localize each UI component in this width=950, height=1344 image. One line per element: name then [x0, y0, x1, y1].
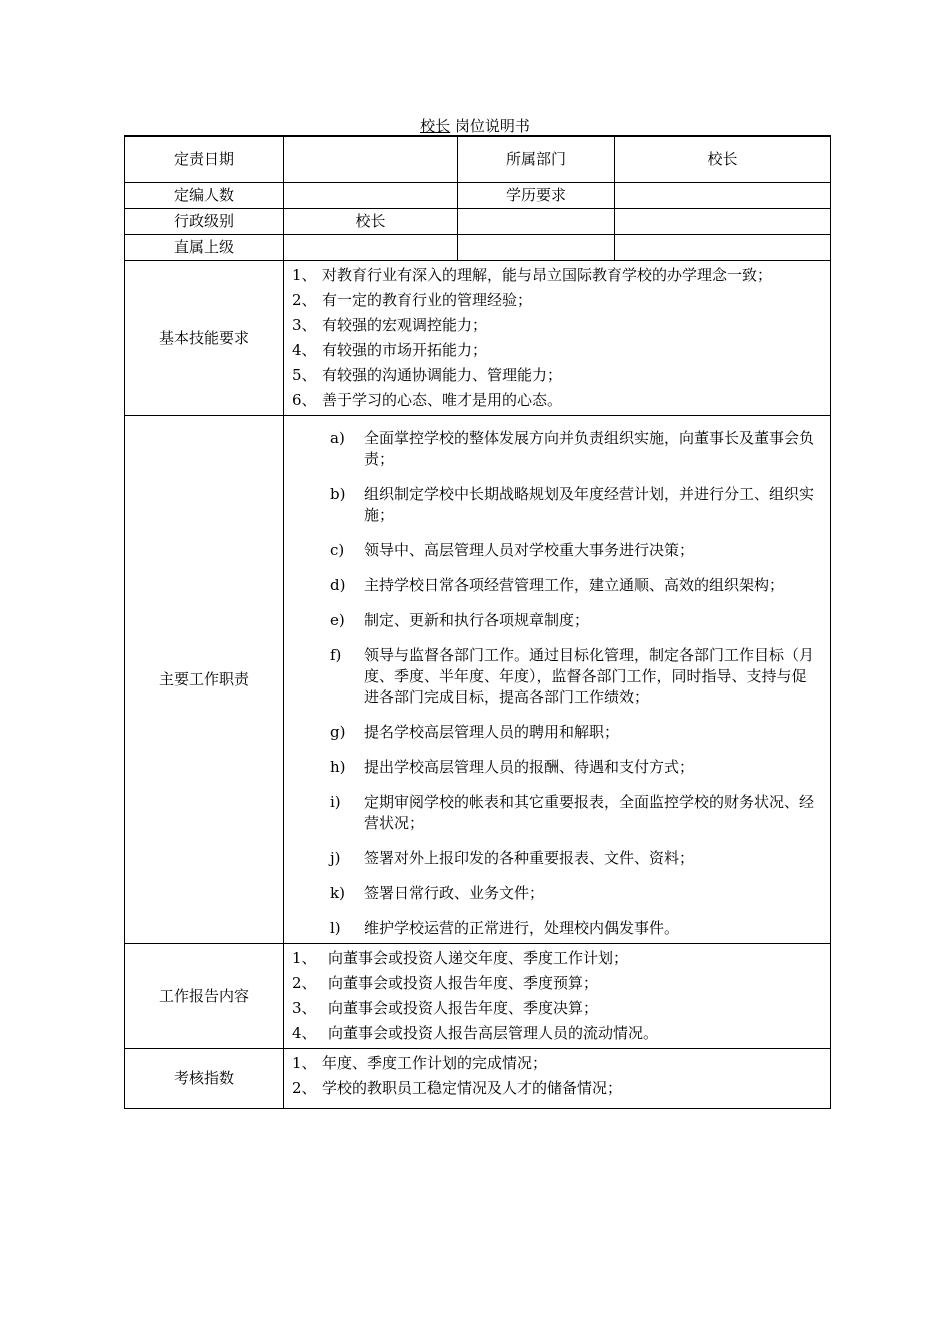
duties-item-number: g)	[330, 722, 346, 741]
kpi-item	[292, 1076, 830, 1101]
duties-item-number: i)	[330, 792, 341, 811]
admin-empty-2	[615, 208, 831, 234]
duties-item	[330, 757, 820, 778]
report-content	[284, 943, 831, 1048]
duties-item-text: 领导与监督各部门工作。通过目标化管理，制定各部门工作目标（月度、季度、半年度、年度），监督各部门工作，同时指导、支持与促进各部门完成目标，提高各部门工作绩效；	[364, 645, 815, 706]
duties-item	[330, 484, 820, 526]
duties-item-text: 制定、更新和执行各项规章制度；	[364, 610, 590, 629]
duties-item	[330, 540, 820, 561]
duties-item	[330, 883, 820, 904]
duties-item-number: b)	[330, 484, 346, 503]
report-item	[292, 1021, 830, 1046]
duties-item-number: k)	[330, 883, 345, 902]
superior-label: 直属上级	[125, 234, 284, 260]
skills-item-number: 1、	[292, 265, 317, 284]
duties-item	[330, 610, 820, 631]
duties-item-text: 提出学校高层管理人员的报酬、待遇和支付方式；	[364, 757, 695, 776]
duties-item-number: e)	[330, 610, 345, 629]
superior-value	[284, 234, 458, 260]
skills-item-text: 善于学习的心态、唯才是用的心态。	[322, 390, 563, 409]
edu-value	[615, 182, 831, 208]
report-item	[292, 996, 830, 1021]
skills-content	[284, 260, 831, 415]
duties-item-number: c)	[330, 540, 345, 559]
kpi-item-text: 学校的教职员工稳定情况及人才的储备情况；	[322, 1078, 623, 1097]
kpi-label: 考核指数	[125, 1048, 284, 1108]
duties-item	[330, 575, 820, 596]
duties-item-text: 签署日常行政、业务文件；	[364, 883, 545, 902]
report-item-number: 4、	[292, 1023, 317, 1042]
dept-label: 所属部门	[458, 136, 615, 182]
report-item-text: 向董事会或投资人报告年度、季度预算；	[328, 973, 599, 992]
duties-item-text: 全面掌控学校的整体发展方向并负责组织实施，向董事长及董事会负责；	[364, 428, 815, 468]
duties-item-number: h)	[330, 757, 346, 776]
kpi-list	[284, 1049, 830, 1103]
duties-item-text: 签署对外上报印发的各种重要报表、文件、资料；	[364, 848, 695, 867]
duties-item	[330, 645, 820, 708]
duties-item-text: 领导中、高层管理人员对学校重大事务进行决策；	[364, 540, 695, 559]
report-item	[292, 946, 830, 971]
duties-content	[284, 415, 831, 943]
report-item-text: 向董事会或投资人报告年度、季度决算；	[328, 998, 599, 1017]
date-label: 定责日期	[125, 136, 284, 182]
duties-item-number: l)	[330, 918, 341, 937]
duties-label: 主要工作职责	[125, 415, 284, 943]
edu-label: 学历要求	[458, 182, 615, 208]
duties-item	[330, 792, 820, 834]
report-item	[292, 971, 830, 996]
skills-item	[292, 388, 830, 413]
report-item-text: 向董事会或投资人报告高层管理人员的流动情况。	[328, 1023, 659, 1042]
skills-item-text: 对教育行业有深入的理解，能与昂立国际教育学校的办学理念一致；	[322, 265, 773, 284]
skills-item-number: 5、	[292, 365, 317, 384]
skills-item	[292, 288, 830, 313]
skills-item-number: 6、	[292, 390, 317, 409]
kpi-item-text: 年度、季度工作计划的完成情况；	[322, 1053, 548, 1072]
skills-item-text: 有较强的市场开拓能力；	[322, 340, 488, 359]
skills-item	[292, 263, 830, 288]
duties-item-number: f)	[330, 645, 342, 664]
report-item-number: 2、	[292, 973, 317, 992]
skills-list	[284, 261, 830, 415]
skills-item-text: 有较强的宏观调控能力；	[322, 315, 488, 334]
duties-item	[330, 918, 820, 939]
skills-item-number: 3、	[292, 315, 317, 334]
duties-item-text: 定期审阅学校的帐表和其它重要报表，全面监控学校的财务状况、经营状况；	[364, 792, 815, 832]
duties-item-number: a)	[330, 428, 345, 447]
job-description-table	[124, 135, 831, 1109]
dept-value: 校长	[615, 136, 831, 182]
duties-item-text: 组织制定学校中长期战略规划及年度经营计划，并进行分工、组织实施；	[364, 484, 815, 524]
staff-value	[284, 182, 458, 208]
superior-empty-1	[458, 234, 615, 260]
duties-item	[330, 428, 820, 470]
kpi-item	[292, 1051, 830, 1076]
skills-label: 基本技能要求	[125, 260, 284, 415]
date-value	[284, 136, 458, 182]
report-item-number: 3、	[292, 998, 317, 1017]
duties-item-number: j)	[330, 848, 341, 867]
admin-label: 行政级别	[125, 208, 284, 234]
duties-item	[330, 848, 820, 869]
skills-item-number: 4、	[292, 340, 317, 359]
report-item-text: 向董事会或投资人递交年度、季度工作计划；	[328, 948, 629, 967]
duties-item	[330, 722, 820, 743]
duties-item-text: 主持学校日常各项经营管理工作，建立通顺、高效的组织架构；	[364, 575, 785, 594]
skills-item	[292, 338, 830, 363]
duties-item-number: d)	[330, 575, 346, 594]
duties-item-text: 提名学校高层管理人员的聘用和解职；	[364, 722, 620, 741]
superior-empty-2	[615, 234, 831, 260]
report-label: 工作报告内容	[125, 943, 284, 1048]
kpi-item-number: 1、	[292, 1053, 317, 1072]
skills-item	[292, 313, 830, 338]
duties-item-text: 维护学校运营的正常进行，处理校内偶发事件。	[364, 918, 680, 937]
duties-list	[284, 416, 830, 943]
report-list	[284, 944, 830, 1048]
skills-item-number: 2、	[292, 290, 317, 309]
skills-item	[292, 363, 830, 388]
admin-empty-1	[458, 208, 615, 234]
title-rest: 岗位说明书	[450, 117, 530, 135]
skills-item-text: 有较强的沟通协调能力、管理能力；	[322, 365, 563, 384]
document-title	[0, 116, 950, 136]
kpi-item-number: 2、	[292, 1078, 317, 1097]
title-position: 校长	[420, 117, 451, 135]
admin-value: 校长	[284, 208, 458, 234]
report-item-number: 1、	[292, 948, 317, 967]
skills-item-text: 有一定的教育行业的管理经验；	[322, 290, 533, 309]
staff-label: 定编人数	[125, 182, 284, 208]
kpi-content	[284, 1048, 831, 1108]
